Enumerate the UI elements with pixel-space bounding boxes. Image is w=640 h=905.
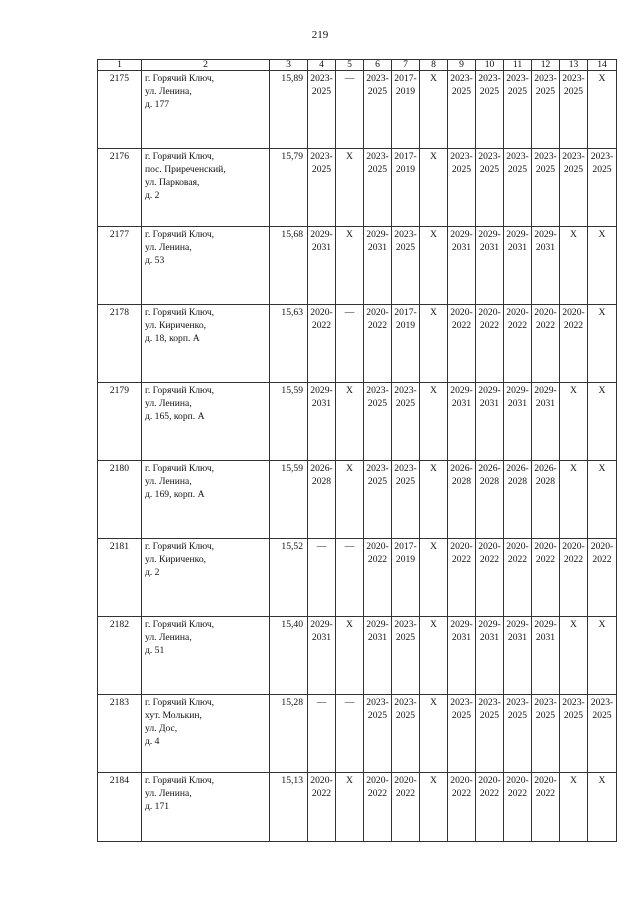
period-cell-col-13: Х: [560, 227, 588, 305]
period-cell-col-14: 2023-2025: [588, 149, 617, 227]
table-row: [98, 461, 617, 539]
row-number: 2175: [98, 71, 142, 149]
period-cell-col-7: 2023-2025: [392, 617, 420, 695]
address-line: г. Горячий Ключ,: [145, 151, 215, 162]
period-cell-col-13: Х: [560, 383, 588, 461]
period-cell-col-13: 2020-2022: [560, 305, 588, 383]
period-cell-col-6: 2023-2025: [364, 71, 392, 149]
period-cell-col-13: 2023-2025: [560, 71, 588, 149]
address-cell: [142, 305, 270, 383]
period-cell-col-7: 2023-2025: [392, 227, 420, 305]
period-cell-col-9: 2029-2031: [448, 227, 476, 305]
period-cell-col-5: —: [336, 71, 364, 149]
period-cell-col-11: 2026-2028: [504, 461, 532, 539]
row-number: 2177: [98, 227, 142, 305]
address-line: д. 171: [145, 801, 170, 812]
value-cell: 15,28: [270, 695, 308, 773]
address-line: г. Горячий Ключ,: [145, 619, 215, 630]
period-cell-col-10: 2023-2025: [476, 149, 504, 227]
period-cell-col-12: 2023-2025: [532, 71, 560, 149]
table-row: [98, 383, 617, 461]
address-line: г. Горячий Ключ,: [145, 307, 215, 318]
period-cell-col-5: —: [336, 695, 364, 773]
period-cell-col-9: 2023-2025: [448, 149, 476, 227]
period-cell-col-6: 2023-2025: [364, 461, 392, 539]
period-cell-col-14: Х: [588, 383, 617, 461]
period-cell-col-4: 2023-2025: [308, 71, 336, 149]
table-row: [98, 149, 617, 227]
period-cell-col-12: 2020-2022: [532, 539, 560, 617]
column-header-2: 2: [142, 60, 270, 71]
address-cell: [142, 695, 270, 773]
period-cell-col-10: 2023-2025: [476, 695, 504, 773]
address-cell: [142, 71, 270, 149]
address-line: д. 177: [145, 99, 170, 110]
table-row: [98, 71, 617, 149]
period-cell-col-9: 2029-2031: [448, 383, 476, 461]
period-cell-col-8: Х: [420, 383, 448, 461]
column-header-14: 14: [588, 60, 617, 71]
period-cell-col-8: Х: [420, 617, 448, 695]
period-cell-col-4: 2029-2031: [308, 383, 336, 461]
value-cell: 15,89: [270, 71, 308, 149]
period-cell-col-11: 2029-2031: [504, 383, 532, 461]
row-number: 2184: [98, 773, 142, 842]
address-line: г. Горячий Ключ,: [145, 775, 215, 786]
period-cell-col-7: 2023-2025: [392, 695, 420, 773]
column-header-13: 13: [560, 60, 588, 71]
period-cell-col-13: 2023-2025: [560, 695, 588, 773]
period-cell-col-5: Х: [336, 773, 364, 842]
period-cell-col-7: 2023-2025: [392, 383, 420, 461]
value-cell: 15,52: [270, 539, 308, 617]
period-cell-col-6: 2029-2031: [364, 227, 392, 305]
period-cell-col-8: Х: [420, 539, 448, 617]
period-cell-col-10: 2029-2031: [476, 227, 504, 305]
period-cell-col-10: 2020-2022: [476, 773, 504, 842]
value-cell: 15,59: [270, 383, 308, 461]
row-number: 2179: [98, 383, 142, 461]
address-cell: [142, 383, 270, 461]
period-cell-col-8: Х: [420, 461, 448, 539]
address-line: д. 2: [145, 190, 160, 201]
period-cell-col-6: 2023-2025: [364, 149, 392, 227]
row-number: 2182: [98, 617, 142, 695]
column-header-8: 8: [420, 60, 448, 71]
period-cell-col-9: 2020-2022: [448, 305, 476, 383]
address-line: пос. Приреченский,: [145, 164, 226, 175]
row-number: 2181: [98, 539, 142, 617]
period-cell-col-7: 2017-2019: [392, 71, 420, 149]
period-cell-col-10: 2020-2022: [476, 539, 504, 617]
period-cell-col-13: Х: [560, 461, 588, 539]
period-cell-col-7: 2017-2019: [392, 149, 420, 227]
registry-table: [97, 59, 617, 842]
period-cell-col-9: 2023-2025: [448, 695, 476, 773]
period-cell-col-9: 2020-2022: [448, 539, 476, 617]
column-header-9: 9: [448, 60, 476, 71]
page-number: 219: [311, 29, 329, 41]
address-line: д. 2: [145, 567, 160, 578]
period-cell-col-14: Х: [588, 227, 617, 305]
period-cell-col-5: Х: [336, 383, 364, 461]
period-cell-col-4: 2023-2025: [308, 149, 336, 227]
address-cell: [142, 773, 270, 842]
column-header-6: 6: [364, 60, 392, 71]
period-cell-col-8: Х: [420, 227, 448, 305]
period-cell-col-14: Х: [588, 71, 617, 149]
address-line: ул. Дос,: [145, 723, 178, 734]
address-cell: [142, 461, 270, 539]
value-cell: 15,68: [270, 227, 308, 305]
period-cell-col-14: Х: [588, 773, 617, 842]
address-line: д. 4: [145, 736, 160, 747]
row-number: 2176: [98, 149, 142, 227]
period-cell-col-4: 2020-2022: [308, 305, 336, 383]
period-cell-col-9: 2020-2022: [448, 773, 476, 842]
period-cell-col-12: 2020-2022: [532, 773, 560, 842]
period-cell-col-4: —: [308, 695, 336, 773]
period-cell-col-8: Х: [420, 695, 448, 773]
period-cell-col-6: 2023-2025: [364, 695, 392, 773]
period-cell-col-4: 2020-2022: [308, 773, 336, 842]
address-line: ул. Парковая,: [145, 177, 200, 188]
address-line: г. Горячий Ключ,: [145, 541, 215, 552]
address-line: г. Горячий Ключ,: [145, 229, 215, 240]
period-cell-col-6: 2023-2025: [364, 383, 392, 461]
address-line: ул. Ленина,: [145, 632, 192, 643]
period-cell-col-5: Х: [336, 461, 364, 539]
period-cell-col-12: 2026-2028: [532, 461, 560, 539]
value-cell: 15,79: [270, 149, 308, 227]
address-line: г. Горячий Ключ,: [145, 73, 215, 84]
period-cell-col-7: 2023-2025: [392, 461, 420, 539]
period-cell-col-10: 2029-2031: [476, 383, 504, 461]
period-cell-col-5: Х: [336, 227, 364, 305]
period-cell-col-9: 2026-2028: [448, 461, 476, 539]
period-cell-col-5: —: [336, 539, 364, 617]
table-row: [98, 227, 617, 305]
period-cell-col-4: 2029-2031: [308, 227, 336, 305]
period-cell-col-11: 2020-2022: [504, 539, 532, 617]
period-cell-col-13: 2023-2025: [560, 149, 588, 227]
address-line: ул. Ленина,: [145, 242, 192, 253]
period-cell-col-11: 2020-2022: [504, 305, 532, 383]
period-cell-col-14: Х: [588, 617, 617, 695]
period-cell-col-11: 2029-2031: [504, 617, 532, 695]
period-cell-col-4: 2026-2028: [308, 461, 336, 539]
period-cell-col-8: Х: [420, 71, 448, 149]
address-line: ул. Кириченко,: [145, 554, 207, 565]
value-cell: 15,40: [270, 617, 308, 695]
address-line: д. 165, корп. А: [145, 411, 205, 422]
column-header-3: 3: [270, 60, 308, 71]
period-cell-col-5: Х: [336, 149, 364, 227]
period-cell-col-14: Х: [588, 305, 617, 383]
column-header-1: 1: [98, 60, 142, 71]
address-line: ул. Ленина,: [145, 398, 192, 409]
address-line: ул. Ленина,: [145, 788, 192, 799]
period-cell-col-6: 2020-2022: [364, 773, 392, 842]
column-header-10: 10: [476, 60, 504, 71]
period-cell-col-12: 2020-2022: [532, 305, 560, 383]
column-header-12: 12: [532, 60, 560, 71]
value-cell: 15,13: [270, 773, 308, 842]
column-header-7: 7: [392, 60, 420, 71]
period-cell-col-8: Х: [420, 149, 448, 227]
period-cell-col-4: —: [308, 539, 336, 617]
period-cell-col-9: 2023-2025: [448, 71, 476, 149]
period-cell-col-11: 2023-2025: [504, 695, 532, 773]
period-cell-col-12: 2029-2031: [532, 227, 560, 305]
period-cell-col-10: 2029-2031: [476, 617, 504, 695]
address-line: д. 169, корп. А: [145, 489, 205, 500]
row-number: 2183: [98, 695, 142, 773]
address-line: д. 53: [145, 255, 165, 266]
address-line: г. Горячий Ключ,: [145, 697, 215, 708]
table-row: [98, 305, 617, 383]
address-line: ул. Кириченко,: [145, 320, 207, 331]
period-cell-col-14: 2023-2025: [588, 695, 617, 773]
address-cell: [142, 539, 270, 617]
period-cell-col-11: 2023-2025: [504, 71, 532, 149]
address-cell: [142, 227, 270, 305]
address-line: г. Горячий Ключ,: [145, 463, 215, 474]
address-cell: [142, 149, 270, 227]
period-cell-col-13: 2020-2022: [560, 539, 588, 617]
address-line: д. 18, корп. А: [145, 333, 200, 344]
period-cell-col-13: Х: [560, 617, 588, 695]
period-cell-col-10: 2026-2028: [476, 461, 504, 539]
row-number: 2178: [98, 305, 142, 383]
period-cell-col-12: 2029-2031: [532, 383, 560, 461]
period-cell-col-8: Х: [420, 305, 448, 383]
header-row: [98, 60, 617, 71]
period-cell-col-12: 2023-2025: [532, 149, 560, 227]
period-cell-col-9: 2029-2031: [448, 617, 476, 695]
period-cell-col-12: 2023-2025: [532, 695, 560, 773]
period-cell-col-12: 2029-2031: [532, 617, 560, 695]
column-header-4: 4: [308, 60, 336, 71]
period-cell-col-11: 2020-2022: [504, 773, 532, 842]
period-cell-col-6: 2020-2022: [364, 539, 392, 617]
address-line: ул. Ленина,: [145, 476, 192, 487]
value-cell: 15,63: [270, 305, 308, 383]
address-line: хут. Молькин,: [145, 710, 202, 721]
column-header-5: 5: [336, 60, 364, 71]
table-row: [98, 695, 617, 773]
period-cell-col-11: 2029-2031: [504, 227, 532, 305]
period-cell-col-5: Х: [336, 617, 364, 695]
table-row: [98, 617, 617, 695]
period-cell-col-11: 2023-2025: [504, 149, 532, 227]
value-cell: 15,59: [270, 461, 308, 539]
period-cell-col-6: 2029-2031: [364, 617, 392, 695]
period-cell-col-6: 2020-2022: [364, 305, 392, 383]
address-line: г. Горячий Ключ,: [145, 385, 215, 396]
address-cell: [142, 617, 270, 695]
period-cell-col-5: —: [336, 305, 364, 383]
table-row: [98, 773, 617, 842]
period-cell-col-7: 2020-2022: [392, 773, 420, 842]
column-header-11: 11: [504, 60, 532, 71]
period-cell-col-7: 2017-2019: [392, 539, 420, 617]
address-line: ул. Ленина,: [145, 86, 192, 97]
address-line: д. 51: [145, 645, 165, 656]
row-number: 2180: [98, 461, 142, 539]
period-cell-col-13: Х: [560, 773, 588, 842]
period-cell-col-7: 2017-2019: [392, 305, 420, 383]
period-cell-col-8: Х: [420, 773, 448, 842]
period-cell-col-14: 2020-2022: [588, 539, 617, 617]
period-cell-col-10: 2020-2022: [476, 305, 504, 383]
period-cell-col-10: 2023-2025: [476, 71, 504, 149]
period-cell-col-4: 2029-2031: [308, 617, 336, 695]
table-row: [98, 539, 617, 617]
period-cell-col-14: Х: [588, 461, 617, 539]
